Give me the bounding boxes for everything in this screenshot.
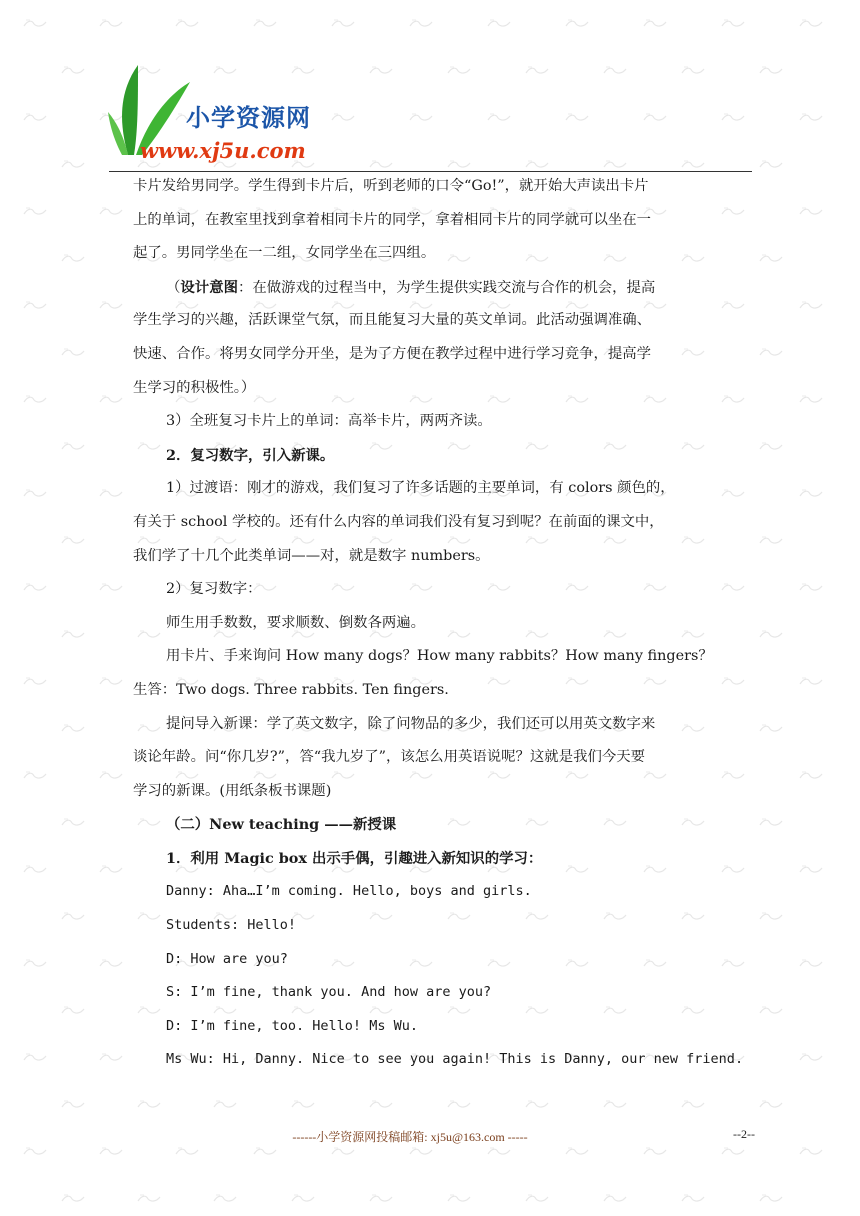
watermark-mark-icon [564, 112, 590, 122]
paragraph-line: 卡片发给男同学。学生得到卡片后，听到老师的口令“Go!”，就开始大声读出卡片 [133, 178, 649, 194]
watermark-mark-icon [798, 958, 824, 968]
watermark-mark-icon [60, 441, 86, 451]
watermark-mark-icon [680, 65, 706, 75]
watermark-mark-icon [720, 112, 746, 122]
watermark-mark-icon [22, 18, 48, 28]
watermark-mark-icon [680, 1099, 706, 1109]
watermark-mark-icon [368, 1193, 394, 1203]
watermark-mark-icon [408, 112, 434, 122]
paragraph-line: 师生用手数数，要求顺数、倒数各两遍。 [166, 614, 426, 631]
paragraph-line: 快速、合作。将男女同学分开坐，是为了方便在教学过程中进行学习竞争，提高学 [133, 345, 652, 362]
watermark-mark-icon [98, 18, 124, 28]
paragraph-line: 提问导入新课：学了英文数字，除了问物品的多少，我们还可以用英文数字来 [166, 715, 656, 732]
watermark-mark-icon [60, 629, 86, 639]
watermark-mark-icon [212, 1193, 238, 1203]
watermark-mark-icon [22, 488, 48, 498]
watermark-mark-icon [758, 159, 784, 169]
watermark-mark-icon [98, 206, 124, 216]
watermark-mark-icon [98, 676, 124, 686]
watermark-mark-icon [798, 488, 824, 498]
watermark-mark-icon [408, 1146, 434, 1156]
watermark-mark-icon [446, 1193, 472, 1203]
section-heading: （二）New teaching ——新授课 [166, 816, 397, 834]
watermark-mark-icon [98, 394, 124, 404]
paragraph-line: 起了。男同学坐在一二组，女同学坐在三四组。 [133, 245, 436, 262]
watermark-mark-icon [60, 253, 86, 263]
watermark-mark-icon [174, 18, 200, 28]
watermark-mark-icon [602, 1193, 628, 1203]
section-heading: 2．复习数字，引入新课。 [166, 446, 335, 464]
watermark-mark-icon [22, 1052, 48, 1062]
watermark-mark-icon [368, 1099, 394, 1109]
dialogue-line: Danny: Aha…I’m coming. Hello, boys and girls. [166, 883, 532, 900]
paragraph-line: 学生学习的兴趣，活跃课堂气氛，而且能复习大量的英文单词。此活动强调准确、 [133, 312, 652, 329]
watermark-mark-icon [252, 18, 278, 28]
paragraph-line: 学习的新课。(用纸条板书课题) [133, 782, 332, 799]
watermark-mark-icon [22, 770, 48, 780]
watermark-mark-icon [98, 488, 124, 498]
watermark-mark-icon [446, 65, 472, 75]
watermark-mark-icon [60, 1005, 86, 1015]
watermark-mark-icon [486, 1146, 512, 1156]
dialogue-line: S: I’m fine, thank you. And how are you? [166, 984, 492, 1001]
watermark-mark-icon [524, 1099, 550, 1109]
watermark-mark-icon [524, 1193, 550, 1203]
watermark-mark-icon [798, 394, 824, 404]
watermark-mark-icon [22, 394, 48, 404]
watermark-mark-icon [798, 864, 824, 874]
document-body [133, 170, 763, 1077]
watermark-mark-icon [98, 770, 124, 780]
watermark-mark-icon [798, 582, 824, 592]
watermark-mark-icon [798, 770, 824, 780]
watermark-mark-icon [798, 206, 824, 216]
paragraph-line: 有关于 school 学校的。还有什么内容的单词我们没有复习到呢？在前面的课文中， [133, 513, 664, 530]
paragraph-line: 2）复习数字： [166, 581, 262, 598]
paragraph-line: 3）全班复习卡片上的单词：高举卡片，两两齐读。 [166, 413, 492, 430]
logo-title: 小学资源网 [186, 104, 311, 132]
watermark-mark-icon [758, 1193, 784, 1203]
dialogue-line: D: How are you? [166, 950, 288, 967]
watermark-mark-icon [252, 1146, 278, 1156]
paragraph-line: 生答：Two dogs. Three rabbits. Ten fingers. [133, 681, 449, 698]
watermark-mark-icon [602, 1099, 628, 1109]
watermark-mark-icon [60, 1193, 86, 1203]
watermark-mark-icon [22, 864, 48, 874]
watermark-mark-icon [758, 1099, 784, 1109]
paragraph-line: 谈论年龄。问“你几岁?”，答“我九岁了”，该怎么用英语说呢？这就是我们今天要 [133, 749, 646, 766]
design-intent-line: （设计意图：在做游戏的过程当中，为学生提供实践交流与合作的机会，提高 [166, 278, 656, 296]
watermark-mark-icon [798, 1052, 824, 1062]
paragraph-line: 上的单词，在教室里找到拿着相同卡片的同学，拿着相同卡片的同学就可以坐在一 [133, 211, 652, 228]
watermark-mark-icon [98, 958, 124, 968]
watermark-mark-icon [290, 1099, 316, 1109]
footer-contact: ------小学资源网投稿邮箱: xj5u@163.com ----- [292, 1130, 528, 1144]
watermark-mark-icon [408, 18, 434, 28]
paragraph-line: 生学习的积极性。） [133, 379, 256, 396]
logo-url: www.xj5u.com [140, 138, 306, 163]
watermark-mark-icon [680, 159, 706, 169]
page-number: --2-- [733, 1127, 755, 1141]
watermark-mark-icon [798, 300, 824, 310]
paragraph-line: 用卡片、手来询问 How many dogs？How many rabbits？How many fingers？ [166, 648, 713, 665]
watermark-mark-icon [98, 864, 124, 874]
watermark-mark-icon [22, 300, 48, 310]
dialogue-line: D: I’m fine, too. Hello! Ms Wu. [166, 1017, 418, 1034]
watermark-mark-icon [642, 112, 668, 122]
watermark-mark-icon [798, 676, 824, 686]
watermark-mark-icon [368, 65, 394, 75]
watermark-mark-icon [290, 1193, 316, 1203]
watermark-mark-icon [446, 159, 472, 169]
site-logo [108, 60, 348, 170]
watermark-mark-icon [564, 1146, 590, 1156]
watermark-mark-icon [486, 18, 512, 28]
watermark-mark-icon [60, 911, 86, 921]
section-heading: 1．利用 Magic box 出示手偶，引趣进入新知识的学习： [166, 849, 543, 867]
watermark-mark-icon [330, 1146, 356, 1156]
watermark-mark-icon [798, 1146, 824, 1156]
watermark-mark-icon [60, 159, 86, 169]
watermark-mark-icon [524, 159, 550, 169]
watermark-mark-icon [642, 18, 668, 28]
watermark-mark-icon [98, 300, 124, 310]
watermark-mark-icon [22, 582, 48, 592]
watermark-mark-icon [720, 18, 746, 28]
watermark-mark-icon [22, 112, 48, 122]
paragraph-line: 我们学了十几个此类单词——对，就是数字 numbers。 [133, 547, 490, 564]
watermark-mark-icon [98, 1052, 124, 1062]
watermark-mark-icon [680, 1193, 706, 1203]
watermark-mark-icon [136, 1193, 162, 1203]
watermark-mark-icon [486, 112, 512, 122]
dialogue-line: Ms Wu: Hi, Danny. Nice to see you again! This is Danny, our new friend. [166, 1051, 744, 1068]
watermark-mark-icon [98, 1146, 124, 1156]
watermark-mark-icon [22, 676, 48, 686]
watermark-mark-icon [98, 582, 124, 592]
watermark-mark-icon [602, 159, 628, 169]
watermark-mark-icon [22, 1146, 48, 1156]
watermark-mark-icon [22, 958, 48, 968]
watermark-mark-icon [60, 347, 86, 357]
watermark-mark-icon [564, 18, 590, 28]
watermark-mark-icon [60, 535, 86, 545]
watermark-mark-icon [136, 1099, 162, 1109]
watermark-mark-icon [446, 1099, 472, 1109]
watermark-mark-icon [212, 1099, 238, 1109]
watermark-mark-icon [60, 65, 86, 75]
watermark-mark-icon [368, 159, 394, 169]
watermark-mark-icon [524, 65, 550, 75]
watermark-mark-icon [602, 65, 628, 75]
watermark-mark-icon [330, 18, 356, 28]
watermark-mark-icon [60, 1099, 86, 1109]
watermark-mark-icon [642, 1146, 668, 1156]
watermark-mark-icon [758, 65, 784, 75]
watermark-mark-icon [174, 1146, 200, 1156]
watermark-mark-icon [60, 723, 86, 733]
paragraph-line: 1）过渡语：刚才的游戏，我们复习了许多话题的主要单词，有 colors 颜色的， [166, 480, 675, 497]
watermark-mark-icon [798, 112, 824, 122]
dialogue-line: Students: Hello! [166, 917, 297, 934]
watermark-mark-icon [22, 206, 48, 216]
watermark-mark-icon [60, 817, 86, 827]
watermark-mark-icon [720, 1146, 746, 1156]
watermark-mark-icon [798, 18, 824, 28]
design-intent-label: 设计意图 [180, 278, 238, 296]
